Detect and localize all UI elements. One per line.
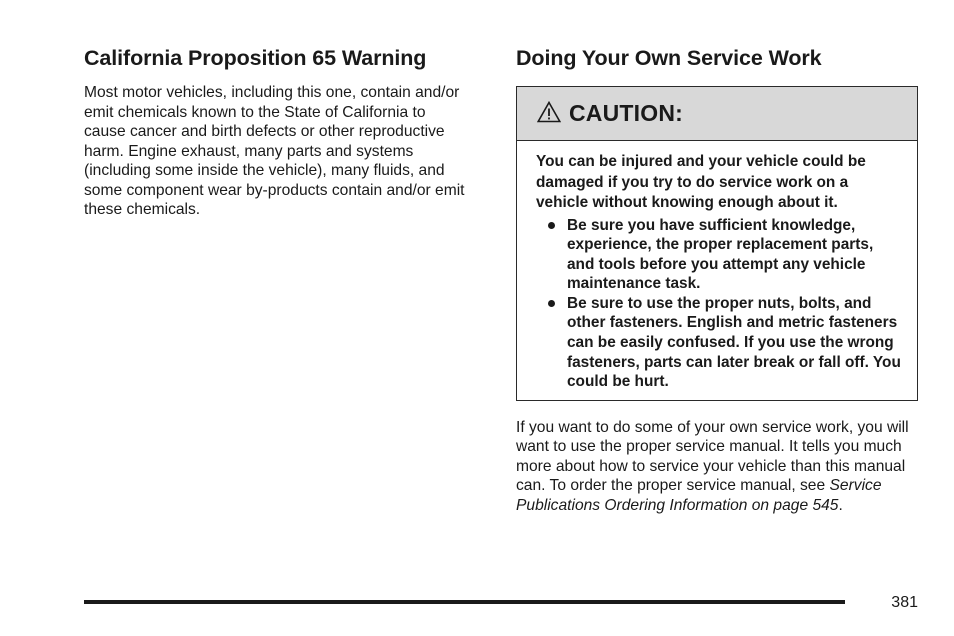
caution-header xyxy=(517,87,917,141)
caution-body xyxy=(517,141,917,400)
service-manual-text: If you want to do some of your own service work, you will want to use the proper service manual. It tells you much more about how to service your vehicle than this manual can. To order the proper service manual, see xyxy=(516,418,909,495)
bullet-dot-icon xyxy=(548,300,555,307)
service-work-heading: Doing Your Own Service Work xyxy=(516,46,822,70)
caution-bullet xyxy=(536,216,903,294)
page-number: 381 xyxy=(891,594,918,611)
caution-bullet-list xyxy=(536,216,903,392)
caution-box xyxy=(516,86,918,401)
right-column xyxy=(516,44,918,515)
prop65-heading: California Proposition 65 Warning xyxy=(84,46,427,70)
paragraph-end: . xyxy=(838,496,843,514)
left-column xyxy=(84,44,466,220)
caution-bullet-text: Be sure to use the proper nuts, bolts, and other fasteners. English and metric fasteners can be easily confused. If you use the wrong fasteners, parts can later break or fall off. You could be hurt. xyxy=(567,294,901,391)
caution-bullet xyxy=(536,294,903,392)
bullet-dot-icon xyxy=(548,222,555,229)
caution-bullet-text: Be sure you have sufficient knowledge, experience, the proper replacement parts, and tools before you attempt any vehicle maintenance task. xyxy=(567,216,874,293)
caution-title: CAUTION: xyxy=(569,100,684,126)
service-publications-link[interactable]: Service Publications Ordering Information on page 545 xyxy=(516,477,882,514)
caution-intro: You can be injured and your vehicle could be damaged if you try to do service work on a vehicle without knowing enough about it. xyxy=(536,153,866,211)
prop65-paragraph: Most motor vehicles, including this one, contain and/or emit chemicals known to the State of California to cause cancer and birth defects or other reproductive harm. Engine exhaust, many parts and systems (including some inside the vehicle), many fluids, and some component wear by-products contain and/or emit these chemicals. xyxy=(84,84,465,218)
service-manual-paragraph xyxy=(516,418,918,516)
footer-rule xyxy=(84,600,845,604)
warning-triangle-icon xyxy=(537,101,561,123)
